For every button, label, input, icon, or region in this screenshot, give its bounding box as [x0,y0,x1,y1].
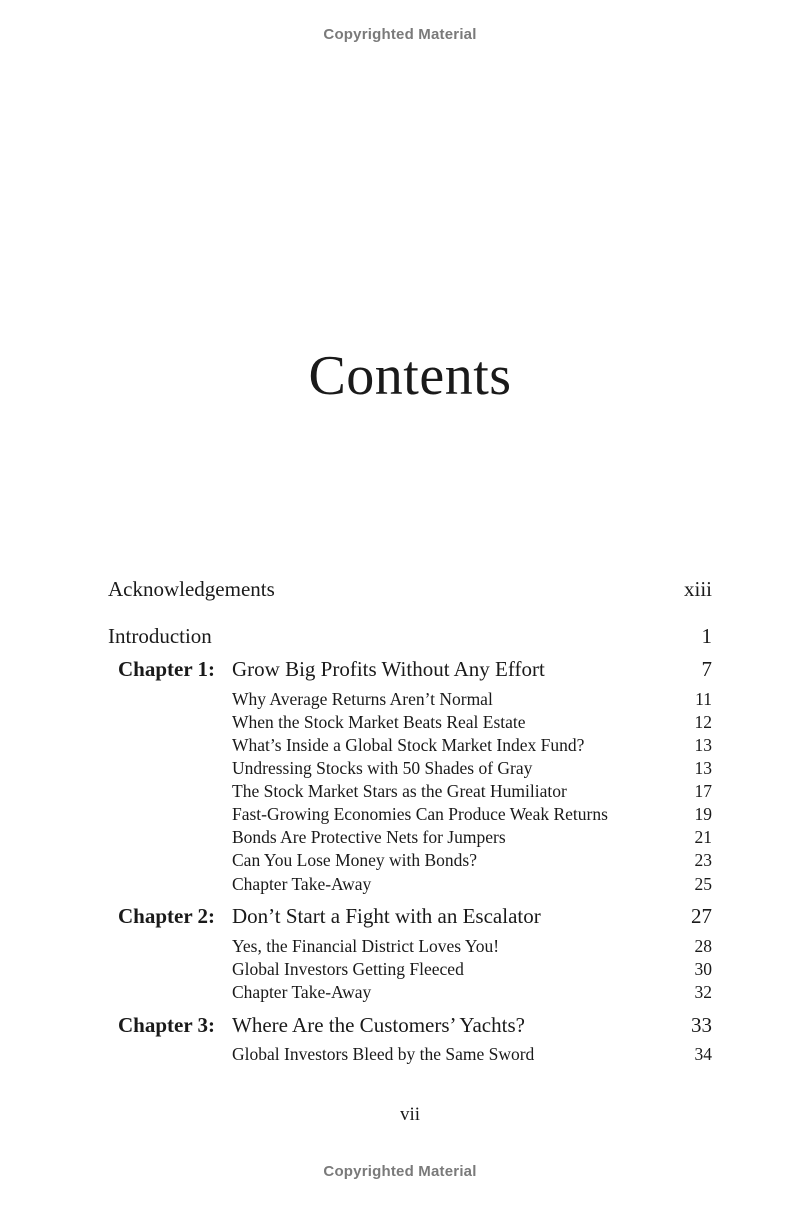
chapter-page: 27 [691,904,712,928]
section-page: 11 [695,689,712,709]
section-title: Why Average Returns Aren’t Normal [232,689,493,709]
section-page: 23 [694,850,712,870]
copyright-watermark-bottom: Copyrighted Material [323,1163,477,1180]
chapter-number: Chapter 1: [118,657,216,681]
toc-section [108,982,712,1008]
toc-entry-page: xiii [683,577,712,601]
toc-section [108,1044,712,1070]
section-page: 21 [694,827,712,847]
section-title: Chapter Take-Away [232,874,372,894]
chapter-title: Don’t Start a Fight with an Escalator [232,904,541,928]
section-title: Global Investors Getting Fleeced [232,959,464,979]
section-page: 19 [694,804,712,824]
page-title: Contents [308,345,512,407]
chapter-number: Chapter 3: [118,1013,216,1037]
section-page: 13 [694,735,712,755]
section-page: 12 [694,712,712,732]
section-page: 32 [694,982,712,1002]
toc-entry-introduction [108,624,712,650]
section-page: 28 [694,936,712,956]
section-title: Undressing Stocks with 50 Shades of Gray [232,758,533,778]
toc-entry-label: Introduction [108,624,212,648]
toc-chapter-3 [108,1013,712,1039]
section-title: Bonds Are Protective Nets for Jumpers [232,827,506,847]
toc-section [108,850,712,876]
page-number: vii [399,1104,421,1125]
section-page: 13 [694,758,712,778]
section-title: Chapter Take-Away [232,982,372,1002]
section-title: Can You Lose Money with Bonds? [232,850,478,870]
toc-chapter-2 [108,904,712,930]
section-page: 34 [694,1044,712,1064]
toc-section [108,874,712,900]
toc-entry-page: 1 [701,624,712,648]
section-page: 30 [694,959,712,979]
toc-entry-label: Acknowledgements [108,577,275,601]
chapter-title: Grow Big Profits Without Any Effort [232,657,545,681]
chapter-title: Where Are the Customers’ Yachts? [232,1013,525,1037]
toc-chapter-1 [108,657,712,683]
toc-entry-acknowledgements [108,577,712,603]
section-title: Yes, the Financial District Loves You! [232,936,500,956]
section-title: The Stock Market Stars as the Great Humiliator [232,781,567,801]
section-title: What’s Inside a Global Stock Market Index Fund? [232,735,585,755]
chapter-page: 7 [701,657,712,681]
section-title: Fast-Growing Economies Can Produce Weak Returns [232,804,608,824]
section-title: When the Stock Market Beats Real Estate [232,712,526,732]
section-title: Global Investors Bleed by the Same Sword [232,1044,535,1064]
copyright-watermark-top: Copyrighted Material [323,26,477,43]
chapter-page: 33 [691,1013,712,1037]
section-page: 25 [694,874,712,894]
section-page: 17 [694,781,712,801]
chapter-number: Chapter 2: [118,904,216,928]
